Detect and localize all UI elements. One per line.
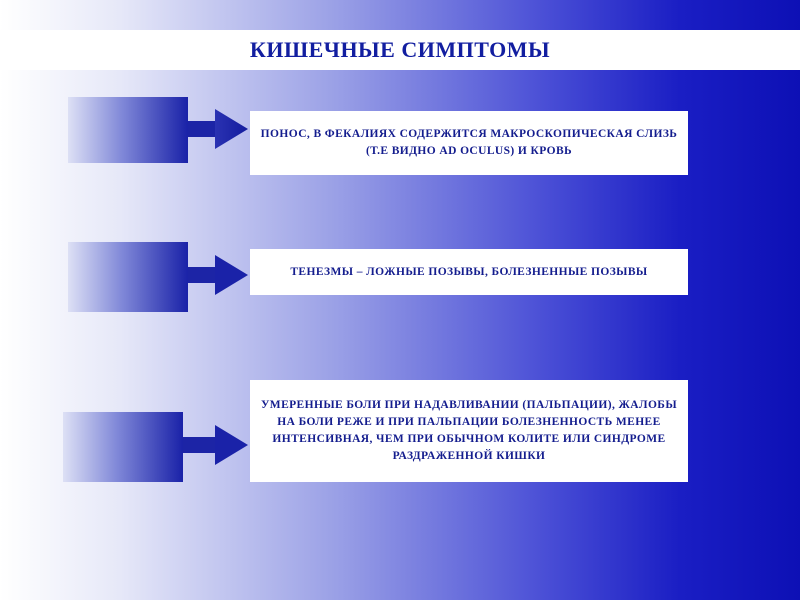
symptom-text: ПОНОС, В ФЕКАЛИЯХ СОДЕРЖИТСЯ МАКРОСКОПИЧЕСКАЯ СЛИЗЬ (Т.Е ВИДНО AD OCULUS) И КРОВЬ (260, 128, 678, 157)
symptom-text: УМЕРЕННЫЕ БОЛИ ПРИ НАДАВЛИВАНИИ (ПАЛЬПАЦИИ), ЖАЛОБЫ НА БОЛИ РЕЖЕ И ПРИ ПАЛЬПАЦИИ БОЛЕЗНЕННОСТЬ МЕНЕЕ ИНТЕНСИВНАЯ, ЧЕМ ПРИ ОБЫЧНОМ КОЛИТЕ ИЛИ СИНДРОМЕ РАЗДРАЖЕННОЙ КИШКИ (260, 399, 678, 462)
slide-title: КИШЕЧНЫЕ СИМПТОМЫ (249, 37, 551, 62)
arrow-icon (60, 95, 250, 170)
symptom-box (250, 249, 688, 295)
arrow-icon (55, 410, 250, 485)
symptom-box (250, 111, 688, 175)
symptom-box (250, 380, 688, 482)
symptom-text: ТЕНЕЗМЫ – ЛОЖНЫЕ ПОЗЫВЫ, БОЛЕЗНЕННЫЕ ПОЗЫВЫ (290, 265, 648, 278)
arrow-icon (60, 240, 250, 315)
